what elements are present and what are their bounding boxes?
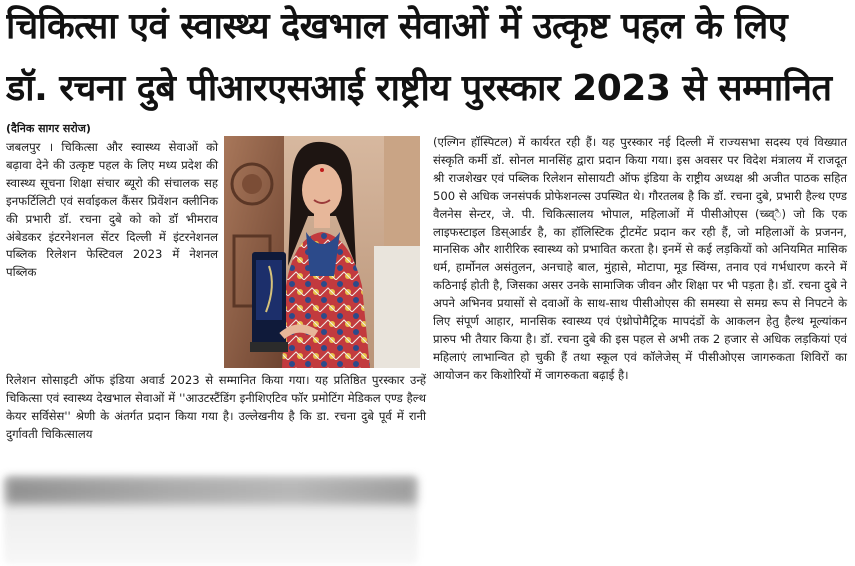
article-column-left: जबलपुर । चिकित्सा और स्वास्थ्य सेवाओं को बढ़ावा देने की उत्कृष्ट पहल के लिए मध्य प्रदेश की स्वास्थ्य सूचना शिक्षा संचार ब्यूरो की संचालक सह इनफर्टिलिटी एवं सर्वाइकल कैंसर प्रिवेंशन क्लीनिक की प्रभारी डॉ. रचना दुबे को को डॉ भीमराव अंबेडकर इंटरनेशनल सेंटर दिल्ली में इंटरनेशनल पब्लिक रिलेशन फेस्टिवल 2023 में नेशनल पब्लिक xyxy=(6,140,218,280)
award-photo xyxy=(224,136,420,368)
article-column-right: (एल्गिन हॉस्पिटल) में कार्यरत रही हैं। यह पुरस्कार नई दिल्ली में राज्यसभा सदस्य एवं विख्यात संस्कृति कर्मी डॉ. सोनल मानसिंह द्वारा प्रदान किया गया। इस अवसर पर विदेश मंत्रालय में राजदूत श्री राजशेखर एवं पब्लिक रिलेशन सोसायटी ऑफ इंडिया के राष्ट्रीय अध्यक्ष श्री अजीत पाठक सहित 500 से अधिक जनसंपर्क प्रोफेशनल्स उपस्थित थे। गौरतलब है कि डॉ. रचना दुबे, प्रभारी हैल्थ एण्ड वैलनेस सेन्टर, जे. पी. चिकित्सालय भोपाल, महिलाओं में पीसीओएस (च्ब्व्ै) जो कि एक लाइफस्टाइल डिस्आर्डर है, का हॉलिस्टिक ट्रीटमेंट प्रदान कर रही हैं, जो महिलाओं के प्रजनन, मानसिक और शारीरिक स्वास्थ्य को प्रभावित करता है। इनमें से कई लड़कियों को अनियमित मासिक धर्म, हार्मोनल असंतुलन, अनचाहे बाल, मुंहासे, मोटापा, मूड स्विंग्स, तनाव एवं गर्भधारण करने में कठिनाई होती है, जिसका असर उनके सामाजिक जीवन और शिक्षा पर भी पड़ता है। डॉ. रचना दुबे ने अपने अभिनव प्रयासों से दवाओं के साथ-साथ पीसीओएस की समस्या से समग्र रूप से निपटने के लिए संपूर्ण आहार, मानसिक स्वास्थ्य एवं एंथ्रोपोमैट्रिक मापदंडों के आकलन हेतु हैल्थ मूल्यांकन प्रारुप भी तैयार किया है। डॉ. रचना दुबे की इस पहल से अभी तक 2 हजार से अधिक लड़कियां एवं महिलाएं लाभान्वित हो चुकी हैं तथा स्कूल एवं कॉलेजेस् में पीसीओएस जागरुकता शिविरों का आयोजन कर किशोरियों में जागरुकता बढ़ाई है। xyxy=(433,135,847,382)
headline-line-1: चिकित्सा एवं स्वास्थ्य देखभाल सेवाओं में उत्कृष्ट पहल के लिए xyxy=(6,6,788,47)
article-column-bottom: रिलेशन सोसाइटी ऑफ इंडिया अवार्ड 2023 से सम्मानित किया गया। यह प्रतिष्ठित पुरस्कार उन्हें चिकित्सा एवं स्वास्थ्य देखभाल सेवाओं में ''आउटस्टैंडिंग इनीशिएटिव फॉर प्रमोटिंग मेडिकल एण्ड हैल्थ केयर सर्विसेस'' श्रेणी के अंतर्गत प्रदान किया गया है। उल्लेखनीय है कि डा. रचना दुबे पूर्व में रानी दुर्गावती चिकित्सालय xyxy=(6,373,426,441)
award-photo-illustration xyxy=(224,136,420,368)
byline: (दैनिक सागर सरोज) xyxy=(6,122,91,135)
headline-line-2: डॉ. रचना दुबे पीआरएसआई राष्ट्रीय पुरस्कार 2023 से सम्मानित xyxy=(6,68,832,109)
blurred-text-strip xyxy=(6,478,416,504)
